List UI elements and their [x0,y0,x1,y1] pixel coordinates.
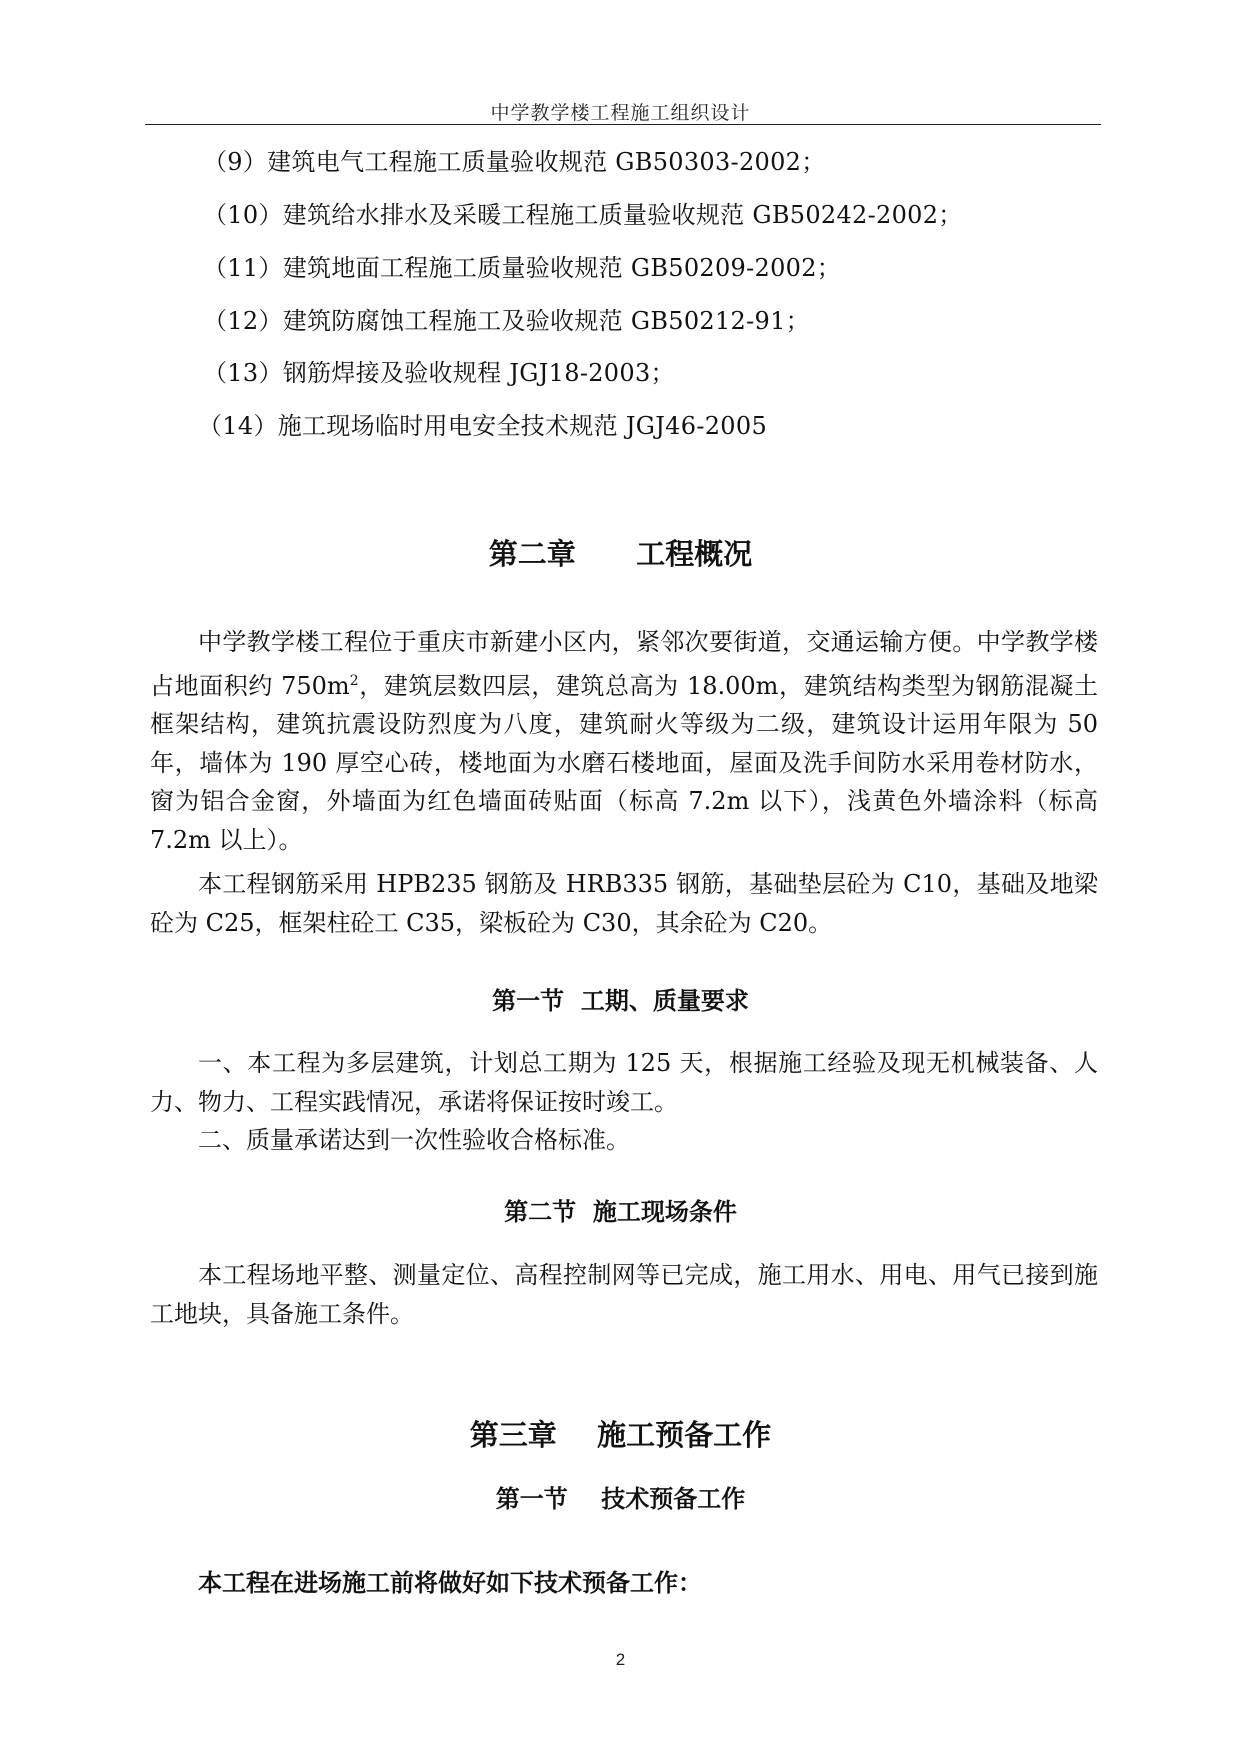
section-2-paragraph-1: 本工程场地平整、测量定位、高程控制网等已完成，施工用水、用电、用气已接到施工地块，具备施工条件。 [150,1261,1098,1328]
section-1-title: 第一节 工期、质量要求 [492,986,749,1015]
chapter-2-paragraph-1 [150,623,1098,859]
header-divider [145,124,1101,125]
standard-item-10: （10）建筑给水排水及采暖工程施工质量验收规范 GB50242-2002； [203,201,963,229]
chapter-3-lead-text: 本工程在进场施工前将做好如下技术预备工作： [198,1568,702,1597]
standard-item-13: （13）钢筋焊接及验收规程 JGJ18-2003； [203,359,675,387]
paragraph-text-part-2: ，建筑层数四层，建筑总高为 18.00m，建筑结构类型为钢筋混凝土框架结构，建筑抗震设防烈度为八度，建筑耐火等级为二级，建筑设计运用年限为 50 年，墙体为 190 厚空心砖，楼地面为水磨石楼地面，屋面及洗手间防水采用卷材防水，窗为铝合金窗，外墙面为红色墙面砖贴面（标高 7.2m 以下），浅黄色外墙涂料（标高 7.2m 以上）。 [150,671,1098,854]
superscript-square: 2 [349,672,359,689]
paragraph-text-part-1: 中学教学楼工程位于重庆市新建小区内，紧邻次要街道，交通运输方便。中学教学楼占地面积约 750m [150,628,1098,700]
chapter-3-title: 第三章 施工预备工作 [469,1418,772,1452]
standard-item-9: （9）建筑电气工程施工质量验收规范 GB50303-2002； [203,148,826,176]
standard-item-12: （12）建筑防腐蚀工程施工及验收规范 GB50212-91； [203,307,810,335]
page-number: 2 [615,1650,626,1669]
chapter-2-title: 第二章 工程概况 [488,537,753,571]
section-1-paragraph-1: 一、本工程为多层建筑，计划总工期为 125 天，根据施工经验及现无机械装备、人力、物力、工程实践情况，承诺将保证按时竣工。 [150,1049,1098,1116]
page-header-title: 中学教学楼工程施工组织设计 [490,102,751,124]
section-2-title: 第二节 施工现场条件 [504,1197,737,1226]
standard-item-14: （14）施工现场临时用电安全技术规范 JGJ46-2005 [198,412,768,440]
chapter-2-paragraph-2: 本工程钢筋采用 HPB235 钢筋及 HRB335 钢筋，基础垫层砼为 C10，基础及地梁砼为 C25，框架柱砼工 C35，梁板砼为 C30，其余砼为 C20。 [150,870,1098,937]
chapter-3-section-1-title: 第一节 技术预备工作 [495,1484,746,1513]
section-1-paragraph-2: 二、质量承诺达到一次性验收合格标准。 [198,1126,630,1154]
standard-item-11: （11）建筑地面工程施工质量验收规范 GB50209-2002； [203,254,842,282]
